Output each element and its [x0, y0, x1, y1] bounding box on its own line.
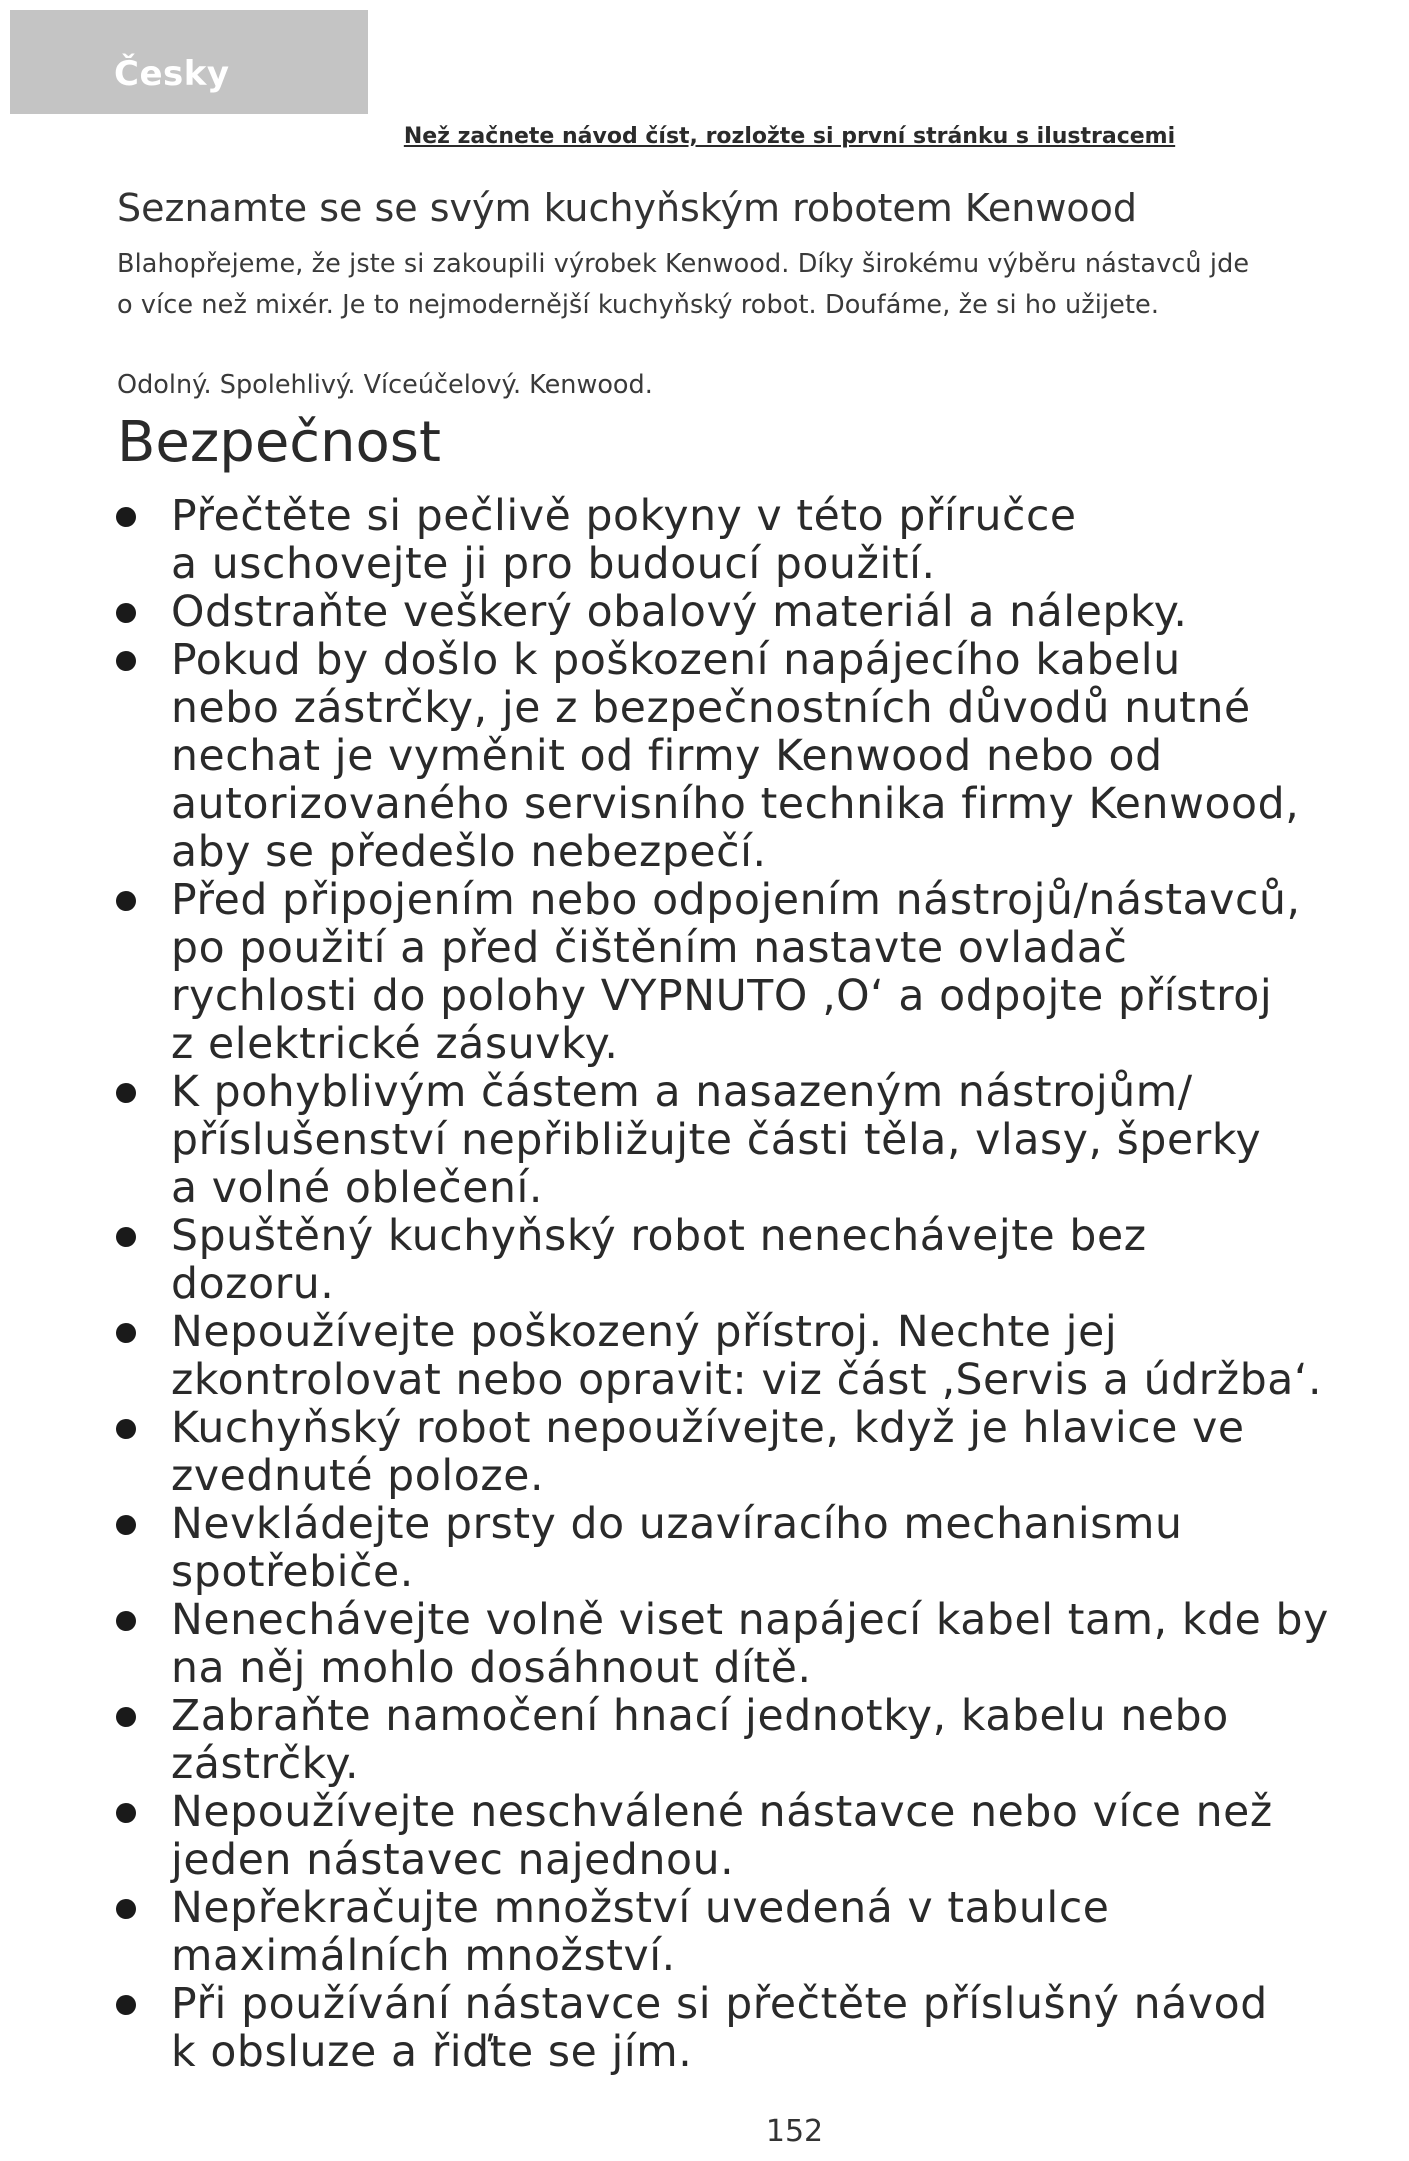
intro-paragraph: [117, 244, 1397, 326]
safety-item-line: Při používání nástavce si přečtěte příslušný návod: [171, 1980, 1268, 2029]
safety-item: [0, 1597, 1409, 1693]
safety-item-line: spotřebiče.: [171, 1548, 414, 1597]
bullet-icon: [116, 1515, 136, 1535]
safety-item-line: z elektrické zásuvky.: [171, 1020, 619, 1069]
safety-item: [0, 877, 1409, 1069]
safety-item-line: Kuchyňský robot nepoužívejte, když je hlavice ve: [171, 1404, 1245, 1453]
bullet-icon: [116, 603, 136, 623]
safety-item: [0, 1501, 1409, 1597]
page-number: 152: [765, 2114, 824, 2149]
bullet-icon: [116, 1995, 136, 2015]
safety-item-text: [171, 1981, 1409, 2077]
safety-item-line: na něj mohlo dosáhnout dítě.: [171, 1644, 812, 1693]
language-label: Česky: [114, 54, 230, 94]
safety-item-text: [171, 877, 1409, 1069]
safety-item: [0, 589, 1409, 637]
safety-item-line: maximálních množství.: [171, 1932, 676, 1981]
bullet-icon: [116, 1323, 136, 1343]
safety-item-text: [171, 1501, 1409, 1597]
safety-item-line: k obsluze a řiďte se jím.: [171, 2028, 693, 2077]
bullet-icon: [116, 891, 136, 911]
safety-item-line: autorizovaného servisního technika firmy Kenwood,: [171, 780, 1300, 829]
safety-item-line: Spuštěný kuchyňský robot nenechávejte bez: [171, 1212, 1147, 1261]
safety-item-line: zkontrolovat nebo opravit: viz část ‚Servis a údržba‘.: [171, 1356, 1323, 1405]
language-tab: [10, 10, 368, 114]
bullet-icon: [116, 1083, 136, 1103]
bullet-icon: [116, 1611, 136, 1631]
safety-item-line: zvednuté poloze.: [171, 1452, 545, 1501]
safety-item-text: [171, 1309, 1409, 1405]
notice-text: Než začnete návod číst, rozložte si první stránku s ilustracemi: [403, 124, 1176, 149]
safety-item-line: příslušenství nepřibližujte části těla, vlasy, šperky: [171, 1116, 1262, 1165]
bullet-icon: [116, 507, 136, 527]
safety-item: [0, 1069, 1409, 1213]
safety-list: [0, 493, 1409, 2077]
safety-item-text: [171, 1789, 1409, 1885]
safety-item-line: rychlosti do polohy VYPNUTO ‚O‘ a odpojte přístroj: [171, 972, 1273, 1021]
safety-item-line: Odstraňte veškerý obalový materiál a nálepky.: [171, 588, 1188, 637]
safety-item: [0, 1885, 1409, 1981]
safety-item-text: [171, 637, 1409, 877]
safety-item-line: a uschovejte ji pro budoucí použití.: [171, 540, 936, 589]
safety-item: [0, 1405, 1409, 1501]
safety-item: [0, 637, 1409, 877]
safety-item: [0, 1309, 1409, 1405]
safety-item-line: dozoru.: [171, 1260, 335, 1309]
bullet-icon: [116, 1899, 136, 1919]
bullet-icon: [116, 1227, 136, 1247]
safety-item-text: [171, 493, 1409, 589]
safety-item-line: aby se předešlo nebezpečí.: [171, 828, 767, 877]
safety-item: [0, 1213, 1409, 1309]
bullet-icon: [116, 1419, 136, 1439]
safety-item: [0, 1981, 1409, 2077]
safety-title: Bezpečnost: [117, 410, 441, 475]
safety-item-text: [171, 1405, 1409, 1501]
intro-line: o více než mixér. Je to nejmodernější kuchyňský robot. Doufáme, že si ho užijete.: [117, 290, 1160, 320]
intro-line: Blahopřejeme, že jste si zakoupili výrobek Kenwood. Díky širokému výběru nástavců jde: [117, 249, 1250, 279]
bullet-icon: [116, 1707, 136, 1727]
safety-item-line: Nepoužívejte poškozený přístroj. Nechte jej: [171, 1308, 1118, 1357]
safety-item-line: K pohyblivým částem a nasazeným nástrojům/: [171, 1068, 1193, 1117]
bullet-icon: [116, 651, 136, 671]
safety-item-line: a volné oblečení.: [171, 1164, 544, 1213]
safety-item-line: Nenechávejte volně viset napájecí kabel tam, kde by: [171, 1596, 1329, 1645]
safety-item-line: Pokud by došlo k poškození napájecího kabelu: [171, 636, 1181, 685]
safety-item-line: nebo zástrčky, je z bezpečnostních důvodů nutné: [171, 684, 1251, 733]
safety-item-line: Nepřekračujte množství uvedená v tabulce: [171, 1884, 1110, 1933]
safety-item-text: [171, 1885, 1409, 1981]
safety-item: [0, 1789, 1409, 1885]
safety-item-line: Před připojením nebo odpojením nástrojů/nástavců,: [171, 876, 1301, 925]
bullet-icon: [116, 1803, 136, 1823]
safety-item-line: Nevkládejte prsty do uzavíracího mechanismu: [171, 1500, 1183, 1549]
safety-item-text: [171, 1069, 1409, 1213]
intro-title: Seznamte se se svým kuchyňským robotem Kenwood: [117, 186, 1138, 230]
safety-item: [0, 1693, 1409, 1789]
safety-item-line: jeden nástavec najednou.: [171, 1836, 735, 1885]
safety-item-line: zástrčky.: [171, 1740, 360, 1789]
safety-item-line: Nepoužívejte neschválené nástavce nebo více než: [171, 1788, 1273, 1837]
safety-item-line: Zabraňte namočení hnací jednotky, kabelu nebo: [171, 1692, 1229, 1741]
safety-item-text: [171, 589, 1409, 637]
safety-item-line: nechat je vyměnit od firmy Kenwood nebo od: [171, 732, 1163, 781]
tagline: Odolný. Spolehlivý. Víceúčelový. Kenwood.: [117, 370, 653, 400]
safety-item-text: [171, 1213, 1409, 1309]
safety-item-line: Přečtěte si pečlivě pokyny v této příručce: [171, 492, 1077, 541]
safety-item-text: [171, 1597, 1409, 1693]
safety-item: [0, 493, 1409, 589]
safety-item-line: po použití a před čištěním nastavte ovladač: [171, 924, 1128, 973]
safety-item-text: [171, 1693, 1409, 1789]
